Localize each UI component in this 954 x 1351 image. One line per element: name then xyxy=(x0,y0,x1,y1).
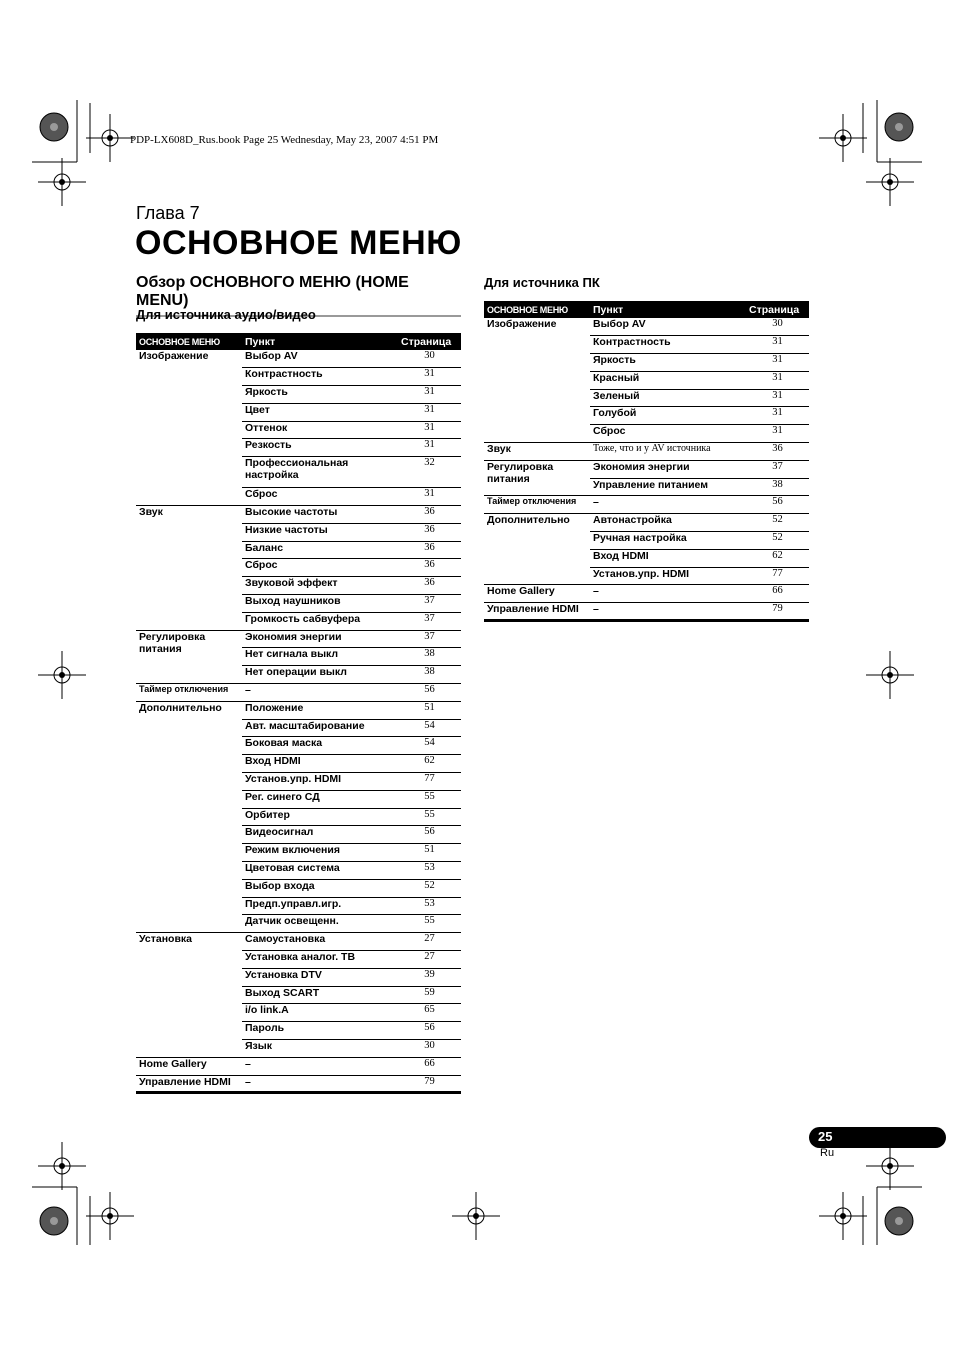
menu-item-name: Цветовая система xyxy=(242,862,398,880)
table-row xyxy=(136,1075,461,1093)
menu-item-page: 52 xyxy=(746,532,809,550)
menu-item-name: Оттенок xyxy=(242,421,398,439)
menu-category: Таймер отключения xyxy=(136,684,242,702)
menu-category: Звук xyxy=(136,506,242,631)
menu-item-page: 31 xyxy=(398,386,461,404)
menu-item-page: 79 xyxy=(746,603,809,621)
menu-item-page: 59 xyxy=(398,986,461,1004)
menu-item-page: 66 xyxy=(746,585,809,603)
table-row xyxy=(484,585,809,603)
menu-item-name: Выход наушников xyxy=(242,595,398,613)
menu-item-name: Тоже, что и у AV источника xyxy=(590,443,746,461)
table-row xyxy=(136,701,461,719)
menu-item-page: 38 xyxy=(398,666,461,684)
file-info: PDP-LX608D_Rus.book Page 25 Wednesday, May 23, 2007 4:51 PM xyxy=(130,134,439,146)
menu-item-page: 55 xyxy=(398,808,461,826)
column-header-menu: ОСНОВНОЕ МЕНЮ xyxy=(484,301,590,318)
menu-item-name: Сброс xyxy=(242,559,398,577)
menu-item-page: 27 xyxy=(398,933,461,951)
menu-item-page: 31 xyxy=(746,354,809,372)
menu-category: Установка xyxy=(136,933,242,1058)
menu-item-name: Выбор AV xyxy=(242,350,398,368)
menu-item-page: 77 xyxy=(398,773,461,791)
menu-item-name: Звуковой эффект xyxy=(242,577,398,595)
menu-item-name: Выбор AV xyxy=(590,318,746,336)
menu-item-name: Экономия энергии xyxy=(590,460,746,478)
menu-item-name: Яркость xyxy=(242,386,398,404)
menu-item-page: 52 xyxy=(746,514,809,532)
table-row xyxy=(136,933,461,951)
menu-item-name: Высокие частоты xyxy=(242,506,398,524)
page-number: 25 xyxy=(818,1129,833,1144)
menu-item-name: i/o link.A xyxy=(242,1004,398,1022)
menu-item-page: 32 xyxy=(398,457,461,488)
menu-category: Регулировка питания xyxy=(136,630,242,683)
column-header-page: Страница xyxy=(398,333,461,350)
menu-item-page: 37 xyxy=(398,630,461,648)
menu-item-page: 56 xyxy=(398,1022,461,1040)
chapter-label: Глава 7 xyxy=(136,203,200,223)
menu-item-name: Авт. масштабирование xyxy=(242,719,398,737)
table-row xyxy=(136,684,461,702)
menu-item-name: Низкие частоты xyxy=(242,523,398,541)
menu-item-page: 55 xyxy=(398,915,461,933)
menu-item-page: 36 xyxy=(398,559,461,577)
section-title: Обзор ОСНОВНОГО МЕНЮ (HOME MENU) xyxy=(136,274,461,317)
menu-item-name: Цвет xyxy=(242,403,398,421)
menu-item-name: Режим включения xyxy=(242,844,398,862)
column-header-item: Пункт xyxy=(590,301,746,318)
av-menu-table xyxy=(136,333,461,1094)
table-row xyxy=(484,460,809,478)
menu-item-page: 38 xyxy=(746,478,809,496)
menu-item-name: Установка аналог. ТВ xyxy=(242,951,398,969)
menu-item-page: 54 xyxy=(398,719,461,737)
menu-item-page: 31 xyxy=(746,389,809,407)
menu-item-name: Голубой xyxy=(590,407,746,425)
menu-item-name: Боковая маска xyxy=(242,737,398,755)
menu-item-page: 31 xyxy=(398,403,461,421)
menu-item-name: Сброс xyxy=(242,488,398,506)
menu-category: Таймер отключения xyxy=(484,496,590,514)
menu-item-page: 36 xyxy=(746,443,809,461)
menu-item-page: 56 xyxy=(398,684,461,702)
page-title: ОСНОВНОЕ МЕНЮ xyxy=(135,224,462,262)
table-row xyxy=(484,443,809,461)
menu-category: Изображение xyxy=(484,318,590,443)
menu-item-page: 51 xyxy=(398,701,461,719)
menu-category: Управление HDMI xyxy=(484,603,590,621)
menu-item-name: Профессиональная настройка xyxy=(242,457,398,488)
menu-item-name: Вход HDMI xyxy=(590,549,746,567)
menu-item-page: 37 xyxy=(746,460,809,478)
menu-item-name: Сброс xyxy=(590,425,746,443)
table-row xyxy=(136,350,461,368)
menu-item-name: Установ.упр. HDMI xyxy=(242,773,398,791)
menu-category: Регулировка питания xyxy=(484,460,590,496)
menu-category: Home Gallery xyxy=(484,585,590,603)
menu-item-page: 77 xyxy=(746,567,809,585)
menu-item-page: 39 xyxy=(398,968,461,986)
menu-item-page: 66 xyxy=(398,1057,461,1075)
menu-item-name: Видеосигнал xyxy=(242,826,398,844)
table-row xyxy=(136,1057,461,1075)
menu-item-name: Положение xyxy=(242,701,398,719)
menu-item-name: Нет операции выкл xyxy=(242,666,398,684)
menu-item-name: Управление питанием xyxy=(590,478,746,496)
menu-item-name: Громкость сабвуфера xyxy=(242,612,398,630)
menu-item-name: Нет сигнала выкл xyxy=(242,648,398,666)
menu-item-page: 37 xyxy=(398,612,461,630)
table-row xyxy=(484,514,809,532)
menu-item-page: 36 xyxy=(398,541,461,559)
menu-item-name: Язык xyxy=(242,1039,398,1057)
menu-item-name: Баланс xyxy=(242,541,398,559)
table-row xyxy=(484,603,809,621)
menu-item-name: Рег. синего СД xyxy=(242,790,398,808)
menu-item-page: 54 xyxy=(398,737,461,755)
menu-item-page: 62 xyxy=(398,755,461,773)
column-header-page: Страница xyxy=(746,301,809,318)
pc-table-heading: Для источника ПК xyxy=(484,275,600,290)
menu-item-page: 31 xyxy=(746,407,809,425)
menu-item-name: Резкость xyxy=(242,439,398,457)
menu-item-name: Автонастройка xyxy=(590,514,746,532)
table-row xyxy=(484,496,809,514)
table-row xyxy=(136,630,461,648)
menu-item-page: 62 xyxy=(746,549,809,567)
menu-item-name: – xyxy=(242,1057,398,1075)
menu-item-name: Датчик освещенн. xyxy=(242,915,398,933)
menu-item-name: Красный xyxy=(590,371,746,389)
menu-item-page: 51 xyxy=(398,844,461,862)
menu-item-page: 36 xyxy=(398,577,461,595)
table-row xyxy=(136,506,461,524)
language-code: Ru xyxy=(820,1147,835,1159)
menu-item-page: 37 xyxy=(398,595,461,613)
menu-item-page: 31 xyxy=(398,488,461,506)
menu-item-page: 31 xyxy=(746,336,809,354)
menu-item-name: Экономия энергии xyxy=(242,630,398,648)
menu-item-name: Выход SCART xyxy=(242,986,398,1004)
menu-item-name: Установ.упр. HDMI xyxy=(590,567,746,585)
menu-category: Звук xyxy=(484,443,590,461)
menu-item-name: Ручная настройка xyxy=(590,532,746,550)
menu-category: Управление HDMI xyxy=(136,1075,242,1093)
menu-item-page: 79 xyxy=(398,1075,461,1093)
menu-item-name: Контрастность xyxy=(242,368,398,386)
menu-item-name: Контрастность xyxy=(590,336,746,354)
menu-item-page: 30 xyxy=(746,318,809,336)
menu-item-name: Пароль xyxy=(242,1022,398,1040)
menu-item-name: – xyxy=(590,603,746,621)
menu-item-page: 65 xyxy=(398,1004,461,1022)
column-header-item: Пункт xyxy=(242,333,398,350)
table-row xyxy=(484,318,809,336)
menu-category: Изображение xyxy=(136,350,242,506)
menu-item-page: 56 xyxy=(398,826,461,844)
menu-item-page: 31 xyxy=(746,371,809,389)
menu-item-name: – xyxy=(590,496,746,514)
menu-item-page: 55 xyxy=(398,790,461,808)
menu-item-name: Вход HDMI xyxy=(242,755,398,773)
menu-item-page: 31 xyxy=(398,421,461,439)
menu-item-page: 30 xyxy=(398,1039,461,1057)
menu-item-page: 31 xyxy=(398,439,461,457)
menu-item-page: 31 xyxy=(398,368,461,386)
menu-item-page: 36 xyxy=(398,523,461,541)
menu-item-page: 38 xyxy=(398,648,461,666)
menu-item-name: Самоустановка xyxy=(242,933,398,951)
menu-item-page: 56 xyxy=(746,496,809,514)
menu-item-name: Орбитер xyxy=(242,808,398,826)
menu-item-page: 53 xyxy=(398,897,461,915)
menu-item-name: Яркость xyxy=(590,354,746,372)
menu-category: Дополнительно xyxy=(484,514,590,585)
menu-item-name: Зеленый xyxy=(590,389,746,407)
menu-item-page: 53 xyxy=(398,862,461,880)
menu-category: Home Gallery xyxy=(136,1057,242,1075)
menu-item-page: 30 xyxy=(398,350,461,368)
menu-item-page: 52 xyxy=(398,879,461,897)
menu-item-name: – xyxy=(590,585,746,603)
menu-item-name: Предп.управл.игр. xyxy=(242,897,398,915)
menu-item-name: – xyxy=(242,684,398,702)
menu-category: Дополнительно xyxy=(136,701,242,932)
pc-menu-table xyxy=(484,301,809,622)
menu-item-page: 27 xyxy=(398,951,461,969)
av-table-heading: Для источника аудио/видео xyxy=(136,307,316,322)
menu-item-name: Выбор входа xyxy=(242,879,398,897)
column-header-menu: ОСНОВНОЕ МЕНЮ xyxy=(136,333,242,350)
menu-item-page: 36 xyxy=(398,506,461,524)
menu-item-name: – xyxy=(242,1075,398,1093)
menu-item-name: Установка DTV xyxy=(242,968,398,986)
menu-item-page: 31 xyxy=(746,425,809,443)
